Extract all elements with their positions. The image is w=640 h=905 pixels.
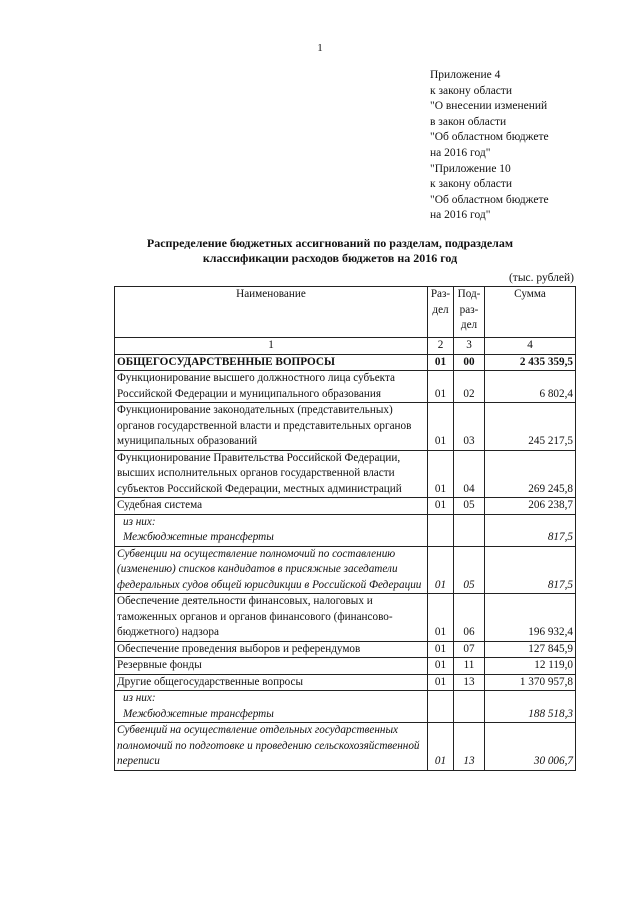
row-sum: 206 238,7 [485,498,576,515]
table-row [115,498,576,515]
row-section: 01 [428,723,454,771]
column-number: 1 [115,338,428,355]
row-section: 01 [428,641,454,658]
row-subsection: 03 [454,403,485,451]
appendix-line: Приложение 4 [430,69,501,81]
budget-table [114,286,576,771]
row-section: 01 [428,674,454,691]
row-sum: 817,5 [485,546,576,594]
table-row [115,723,576,771]
row-sum: 188 518,3 [485,691,576,723]
row-section [428,514,454,546]
row-name: Обеспечение деятельности финансовых, налоговых и таможенных органов и органов финансового (финансово-бюджетного) надзора [115,594,428,642]
table-row [115,674,576,691]
table-row [115,371,576,403]
row-subsection [454,691,485,723]
row-section: 01 [428,450,454,498]
row-name: Другие общегосударственные вопросы [115,674,428,691]
table-row [115,403,576,451]
row-subsection [454,514,485,546]
title-line: классификации расходов бюджетов на 2016 год [202,251,458,265]
row-sum: 817,5 [485,514,576,546]
appendix-line: "Приложение 10 [430,162,511,175]
row-subsection: 06 [454,594,485,642]
row-name: Субвенций на осуществление отдельных государственных полномочий по подготовке и проведению сельскохозяйственной переписи [115,723,428,771]
row-sum: 1 370 957,8 [485,674,576,691]
row-section [428,691,454,723]
appendix-line: к закону области [430,178,513,191]
table-row [115,691,576,723]
row-section: 01 [428,658,454,675]
row-name: ОБЩЕГОСУДАРСТВЕННЫЕ ВОПРОСЫ [115,354,428,371]
column-number: 2 [428,338,454,355]
header-subsection: Под-раз-дел [454,287,485,338]
row-subsection: 00 [454,354,485,371]
column-number: 3 [454,338,485,355]
table-row [115,514,576,546]
title-line: Распределение бюджетных ассигнований по разделам, подразделам [146,236,514,250]
row-subsection: 04 [454,450,485,498]
page-number: 1 [317,42,323,54]
appendix-line: "Об областном бюджете [430,131,549,144]
table-row [115,658,576,675]
column-number: 4 [485,338,576,355]
row-name-prefix: из них: [123,692,156,704]
appendix-line: в закон области [430,115,507,128]
row-sum: 30 006,7 [485,723,576,771]
row-section: 01 [428,403,454,451]
row-name-prefix: из них: [123,515,156,528]
row-name: Функционирование Правительства Российской Федерации, высших исполнительных органов государственной власти субъектов Российской Федерации, местных администраций [115,450,428,498]
table-row [115,641,576,658]
row-subsection: 05 [454,498,485,515]
row-section: 01 [428,594,454,642]
row-sum: 269 245,8 [485,450,576,498]
row-sum: 127 845,9 [485,641,576,658]
row-subsection: 13 [454,674,485,691]
row-section: 01 [428,354,454,371]
header-name: Наименование [115,287,428,338]
table-row [115,354,576,371]
table-header-row [115,287,576,338]
row-sum: 2 435 359,5 [485,354,576,371]
row-subsection: 13 [454,723,485,771]
header-section: Раз-дел [428,287,454,338]
table-body [115,354,576,770]
row-subsection: 02 [454,371,485,403]
row-section: 01 [428,546,454,594]
table-row [115,594,576,642]
document-title [100,236,560,266]
row-name-detail: Межбюджетные трансферты [123,531,274,543]
appendix-line: "Об областном бюджете [430,193,549,206]
row-name [115,691,428,723]
row-name: Субвенции на осуществление полномочий по составлению (изменению) списков кандидатов в присяжные заседатели федеральных судов общей юрисдикции в Российской Федерации [115,546,428,594]
row-section: 01 [428,371,454,403]
appendix-line: к закону области [430,84,513,97]
table-row [115,546,576,594]
column-number-row [115,338,576,355]
header-sum: Сумма [485,287,576,338]
row-subsection: 07 [454,641,485,658]
unit-label: (тыс. рублей) [508,272,574,284]
row-sum: 6 802,4 [485,371,576,403]
row-section: 01 [428,498,454,515]
row-subsection: 05 [454,546,485,594]
row-name [115,514,428,546]
appendix-line: на 2016 год" [430,146,491,159]
row-subsection: 11 [454,658,485,675]
appendix-line: на 2016 год" [430,209,491,222]
row-name: Функционирование высшего должностного лица субъекта Российской Федерации и муниципального образования [115,371,428,403]
row-sum: 245 217,5 [485,403,576,451]
table-row [115,450,576,498]
row-sum: 12 119,0 [485,658,576,675]
row-name: Функционирование законодательных (представительных) органов государственной власти и представительных органов муниципальных образований [115,403,428,451]
row-sum: 196 932,4 [485,594,576,642]
appendix-line: "О внесении изменений [430,100,548,113]
row-name-detail: Межбюджетные трансферты [123,707,274,720]
row-name: Судебная система [115,498,428,515]
row-name: Обеспечение проведения выборов и референдумов [115,641,428,658]
appendix-note [430,68,620,224]
row-name: Резервные фонды [115,658,428,675]
